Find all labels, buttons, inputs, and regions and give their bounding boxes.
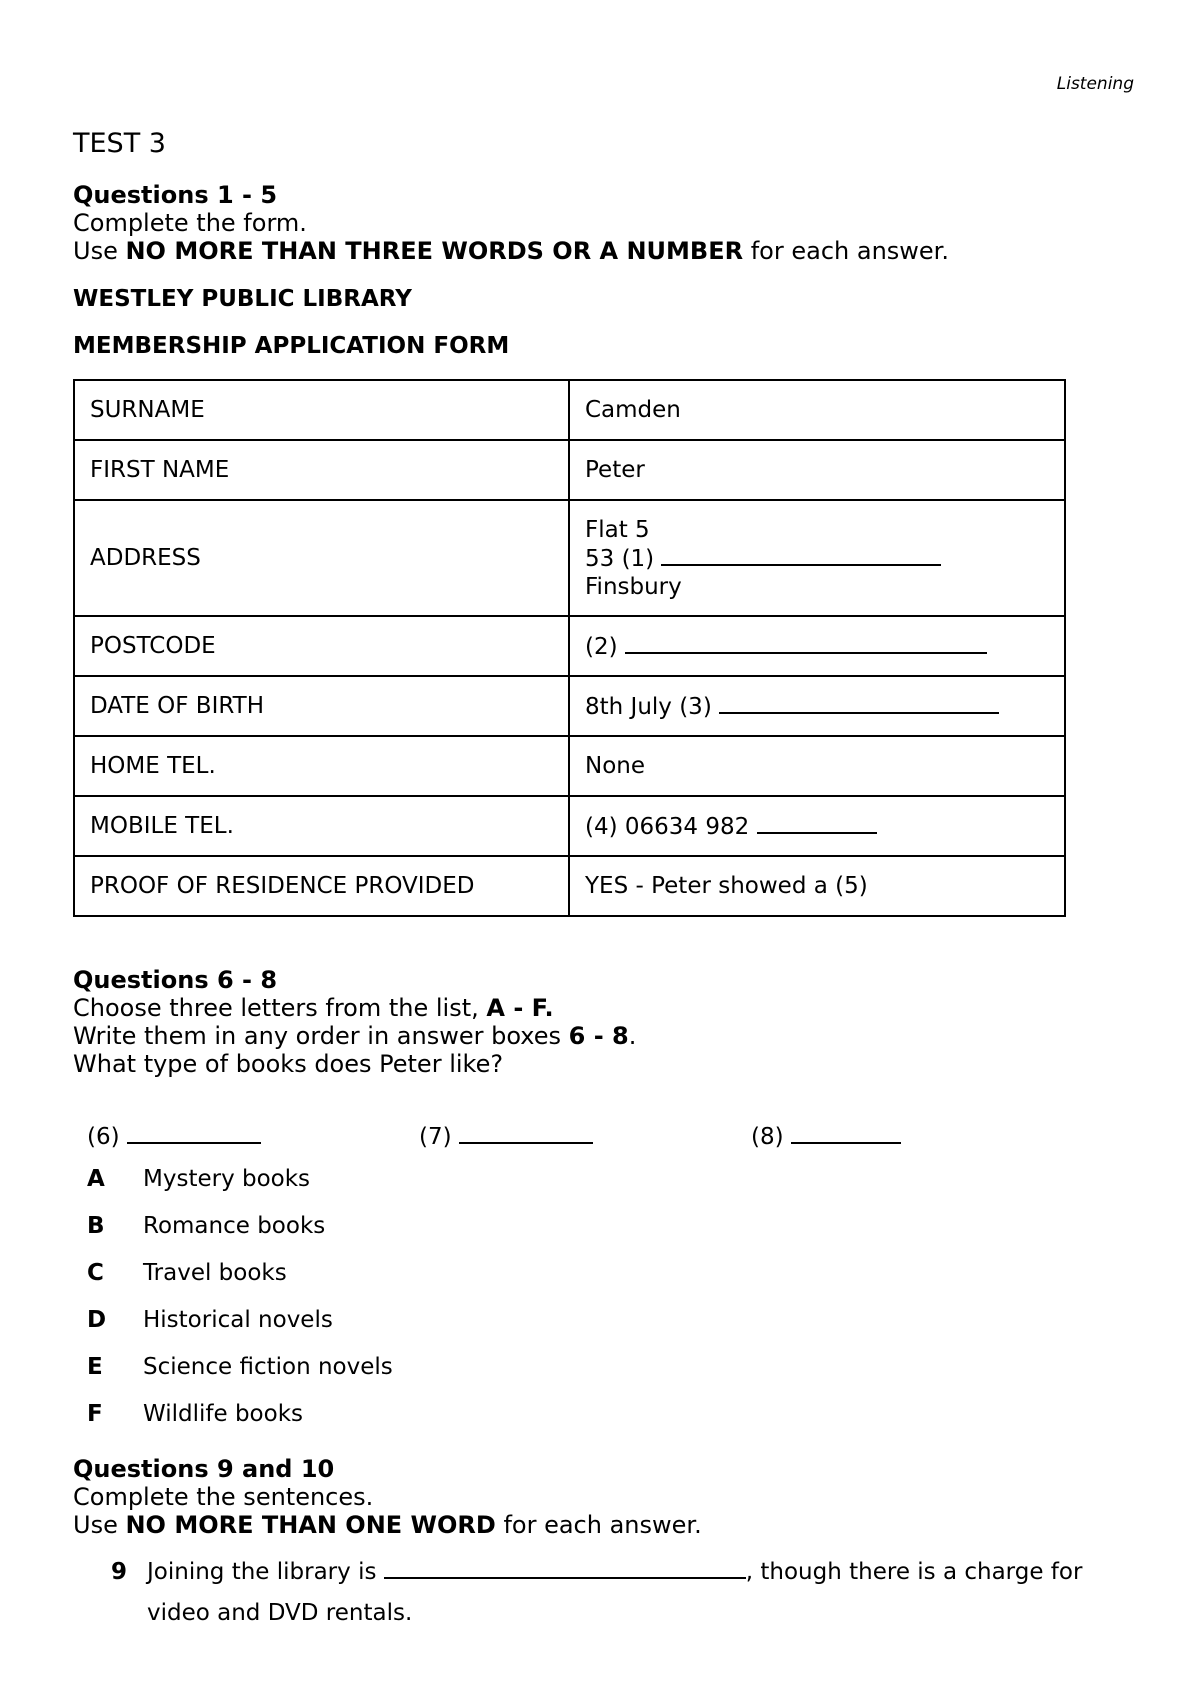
question-9 — [111, 1552, 1151, 1634]
answer-slots — [87, 1122, 987, 1154]
form-label: FIRST NAME — [74, 440, 569, 500]
answer-blank-4[interactable] — [757, 812, 877, 834]
part2-heading: Questions 6 - 8 — [73, 966, 278, 994]
form-row-proof-of-residence — [74, 856, 1065, 916]
part1-instruction-2: Use NO MORE THAN THREE WORDS OR A NUMBER for each answer. — [73, 237, 949, 265]
part3-instruction-2: Use NO MORE THAN ONE WORD for each answer. — [73, 1511, 702, 1539]
form-value: 8th July (3) — [569, 676, 1065, 736]
section-header: Listening — [1056, 74, 1134, 94]
part2-question: What type of books does Peter like? — [73, 1050, 504, 1078]
form-label: POSTCODE — [74, 616, 569, 676]
address-line-3: Finsbury — [585, 573, 682, 600]
library-name: WESTLEY PUBLIC LIBRARY — [73, 286, 412, 312]
part1-instruction-1: Complete the form. — [73, 209, 307, 237]
part2-instruction-2: Write them in any order in answer boxes 6 - 8. — [73, 1022, 637, 1050]
option-c: C Travel books — [87, 1260, 287, 1286]
answer-blank-6[interactable] — [127, 1122, 261, 1144]
option-f: F Wildlife books — [87, 1401, 304, 1427]
answer-blank-1[interactable] — [661, 544, 941, 566]
form-value: Camden — [569, 380, 1065, 440]
form-label: SURNAME — [74, 380, 569, 440]
form-value: (2) — [569, 616, 1065, 676]
form-row-date-of-birth — [74, 676, 1065, 736]
answer-blank-8[interactable] — [791, 1122, 901, 1144]
test-title: TEST 3 — [73, 128, 166, 159]
address-line-2: 53 (1) — [585, 544, 1064, 573]
option-b: B Romance books — [87, 1213, 326, 1239]
part2-instructions — [73, 966, 636, 1078]
answer-blank-3[interactable] — [719, 692, 999, 714]
question-9-line-2: video and DVD rentals. — [147, 1600, 413, 1626]
form-row-surname — [74, 380, 1065, 440]
part1-instructions — [73, 181, 949, 265]
answer-blank-7[interactable] — [459, 1122, 593, 1144]
form-value: YES - Peter showed a (5) — [569, 856, 1065, 916]
form-label: PROOF OF RESIDENCE PROVIDED — [74, 856, 569, 916]
part3-instructions — [73, 1455, 702, 1539]
form-row-mobile-tel — [74, 796, 1065, 856]
book-type-options — [87, 1166, 393, 1448]
form-label: MOBILE TEL. — [74, 796, 569, 856]
form-value: None — [569, 736, 1065, 796]
part1-heading: Questions 1 - 5 — [73, 181, 278, 209]
form-title: MEMBERSHIP APPLICATION FORM — [73, 333, 510, 359]
form-label: ADDRESS — [74, 500, 569, 616]
form-value-address — [569, 500, 1065, 616]
answer-blank-9[interactable] — [384, 1557, 746, 1579]
answer-slot-6: (6) — [87, 1122, 261, 1150]
part3-instruction-1: Complete the sentences. — [73, 1483, 374, 1511]
answer-blank-2[interactable] — [625, 632, 987, 654]
part2-instruction-1: Choose three letters from the list, A - F. — [73, 994, 554, 1022]
answer-slot-8: (8) — [751, 1122, 901, 1150]
form-label: DATE OF BIRTH — [74, 676, 569, 736]
form-value: (4) 06634 982 — [569, 796, 1065, 856]
address-line-1: Flat 5 — [585, 516, 650, 543]
form-label: HOME TEL. — [74, 736, 569, 796]
membership-form-table — [73, 379, 1066, 917]
form-row-first-name — [74, 440, 1065, 500]
option-d: D Historical novels — [87, 1307, 333, 1333]
form-value: Peter — [569, 440, 1065, 500]
form-row-home-tel — [74, 736, 1065, 796]
option-e: E Science fiction novels — [87, 1354, 393, 1380]
answer-slot-7: (7) — [419, 1122, 593, 1150]
part3-heading: Questions 9 and 10 — [73, 1455, 335, 1483]
option-a: A Mystery books — [87, 1166, 311, 1192]
form-row-address — [74, 500, 1065, 616]
form-row-postcode — [74, 616, 1065, 676]
question-9-line-1: 9 Joining the library is , though there is a charge for — [111, 1559, 1083, 1585]
